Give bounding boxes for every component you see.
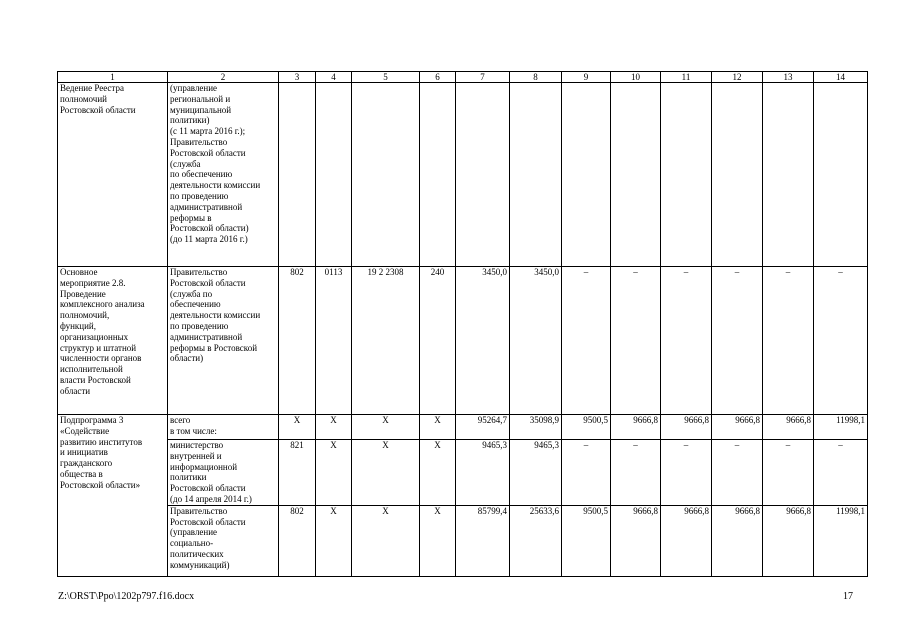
year-cell: 9666,8 [611,415,661,440]
year-cell: – [814,440,868,506]
activity-name-cell: Основное мероприятие 2.8. Проведение комплексного анализа полномочий, функций, организационных структур и штатной численности органов исполнительной власти Ростовской области [58,267,168,415]
column-number: 4 [316,72,352,83]
vr-cell [420,83,456,267]
column-number: 6 [420,72,456,83]
column-number: 1 [58,72,168,83]
page-number: 17 [843,591,853,602]
year-cell [510,83,562,267]
column-number: 11 [661,72,712,83]
total-cell: 3450,0 [456,267,510,415]
subprogram-name-cell: Подпрограмма 3 «Содействие развитию институтов и инициатив гражданского общества в Ростовской области» [58,415,168,577]
csr-cell [352,83,420,267]
executor-cell: Правительство Ростовской области (управление социально- политических коммуникаций) [168,505,279,576]
column-number: 2 [168,72,279,83]
grbs-cell: 802 [279,267,316,415]
executor-cell: министерство внутренней и информационной политики Ростовской области (до 14 апреля 2014 г.) [168,440,279,506]
year-cell: 9666,8 [763,415,814,440]
year-cell: 9666,8 [763,505,814,576]
year-cell [562,83,611,267]
rzpr-cell: Х [316,505,352,576]
csr-cell: Х [352,440,420,506]
year-cell: – [611,267,661,415]
column-number: 13 [763,72,814,83]
column-number: 8 [510,72,562,83]
column-number: 14 [814,72,868,83]
grbs-cell: 821 [279,440,316,506]
vr-cell: Х [420,415,456,440]
grbs-cell: Х [279,415,316,440]
table-row [58,505,868,576]
column-number: 5 [352,72,420,83]
vr-cell: 240 [420,267,456,415]
total-cell: 95264,7 [456,415,510,440]
year-cell: 9500,5 [562,505,611,576]
column-number-row [58,72,868,83]
year-cell: 9666,8 [661,415,712,440]
total-cell: 9465,3 [456,440,510,506]
footer-file-path: Z:\ORST\Ppo\1202p797.f16.docx [58,591,195,602]
year-cell: 11998,1 [814,505,868,576]
column-number: 12 [712,72,763,83]
year-cell: – [611,440,661,506]
column-number: 7 [456,72,510,83]
year-cell: – [661,267,712,415]
year-cell: 9465,3 [510,440,562,506]
activity-name-cell: Ведение Реестра полномочий Ростовской области [58,83,168,267]
year-cell: 9666,8 [712,415,763,440]
year-cell: 25633,6 [510,505,562,576]
column-number: 3 [279,72,316,83]
grbs-cell: 802 [279,505,316,576]
executor-cell: (управление региональной и муниципальной политики) (с 11 марта 2016 г.); Правительство Ростовской области (служба по обеспечению деятельности комиссии по проведению административной реформы в Ростовской области) (до 11 марта 2016 г.) [168,83,279,267]
year-cell: – [763,440,814,506]
table-row [58,440,868,506]
year-cell: 35098,9 [510,415,562,440]
year-cell: – [763,267,814,415]
csr-cell: Х [352,415,420,440]
year-cell: – [661,440,712,506]
year-cell: 3450,0 [510,267,562,415]
year-cell: 9666,8 [712,505,763,576]
csr-cell: Х [352,505,420,576]
table-row [58,83,868,267]
column-number: 9 [562,72,611,83]
budget-table [57,71,868,577]
rzpr-cell: Х [316,415,352,440]
year-cell: – [712,267,763,415]
year-cell [712,83,763,267]
rzpr-cell: 0113 [316,267,352,415]
csr-cell: 19 2 2308 [352,267,420,415]
executor-cell: всего в том числе: [168,415,279,440]
year-cell [661,83,712,267]
year-cell: – [562,267,611,415]
year-cell: 9666,8 [661,505,712,576]
grbs-cell [279,83,316,267]
year-cell: – [562,440,611,506]
year-cell: 9666,8 [611,505,661,576]
vr-cell: Х [420,505,456,576]
year-cell: – [814,267,868,415]
vr-cell: Х [420,440,456,506]
column-number: 10 [611,72,661,83]
year-cell: 11998,1 [814,415,868,440]
year-cell: – [712,440,763,506]
total-cell [456,83,510,267]
table-row [58,415,868,440]
table-row [58,267,868,415]
year-cell [763,83,814,267]
rzpr-cell [316,83,352,267]
year-cell [814,83,868,267]
year-cell: 9500,5 [562,415,611,440]
total-cell: 85799,4 [456,505,510,576]
executor-cell: Правительство Ростовской области (служба по обеспечению деятельности комиссии по проведению административной реформы в Ростовской области) [168,267,279,415]
year-cell [611,83,661,267]
rzpr-cell: Х [316,440,352,506]
